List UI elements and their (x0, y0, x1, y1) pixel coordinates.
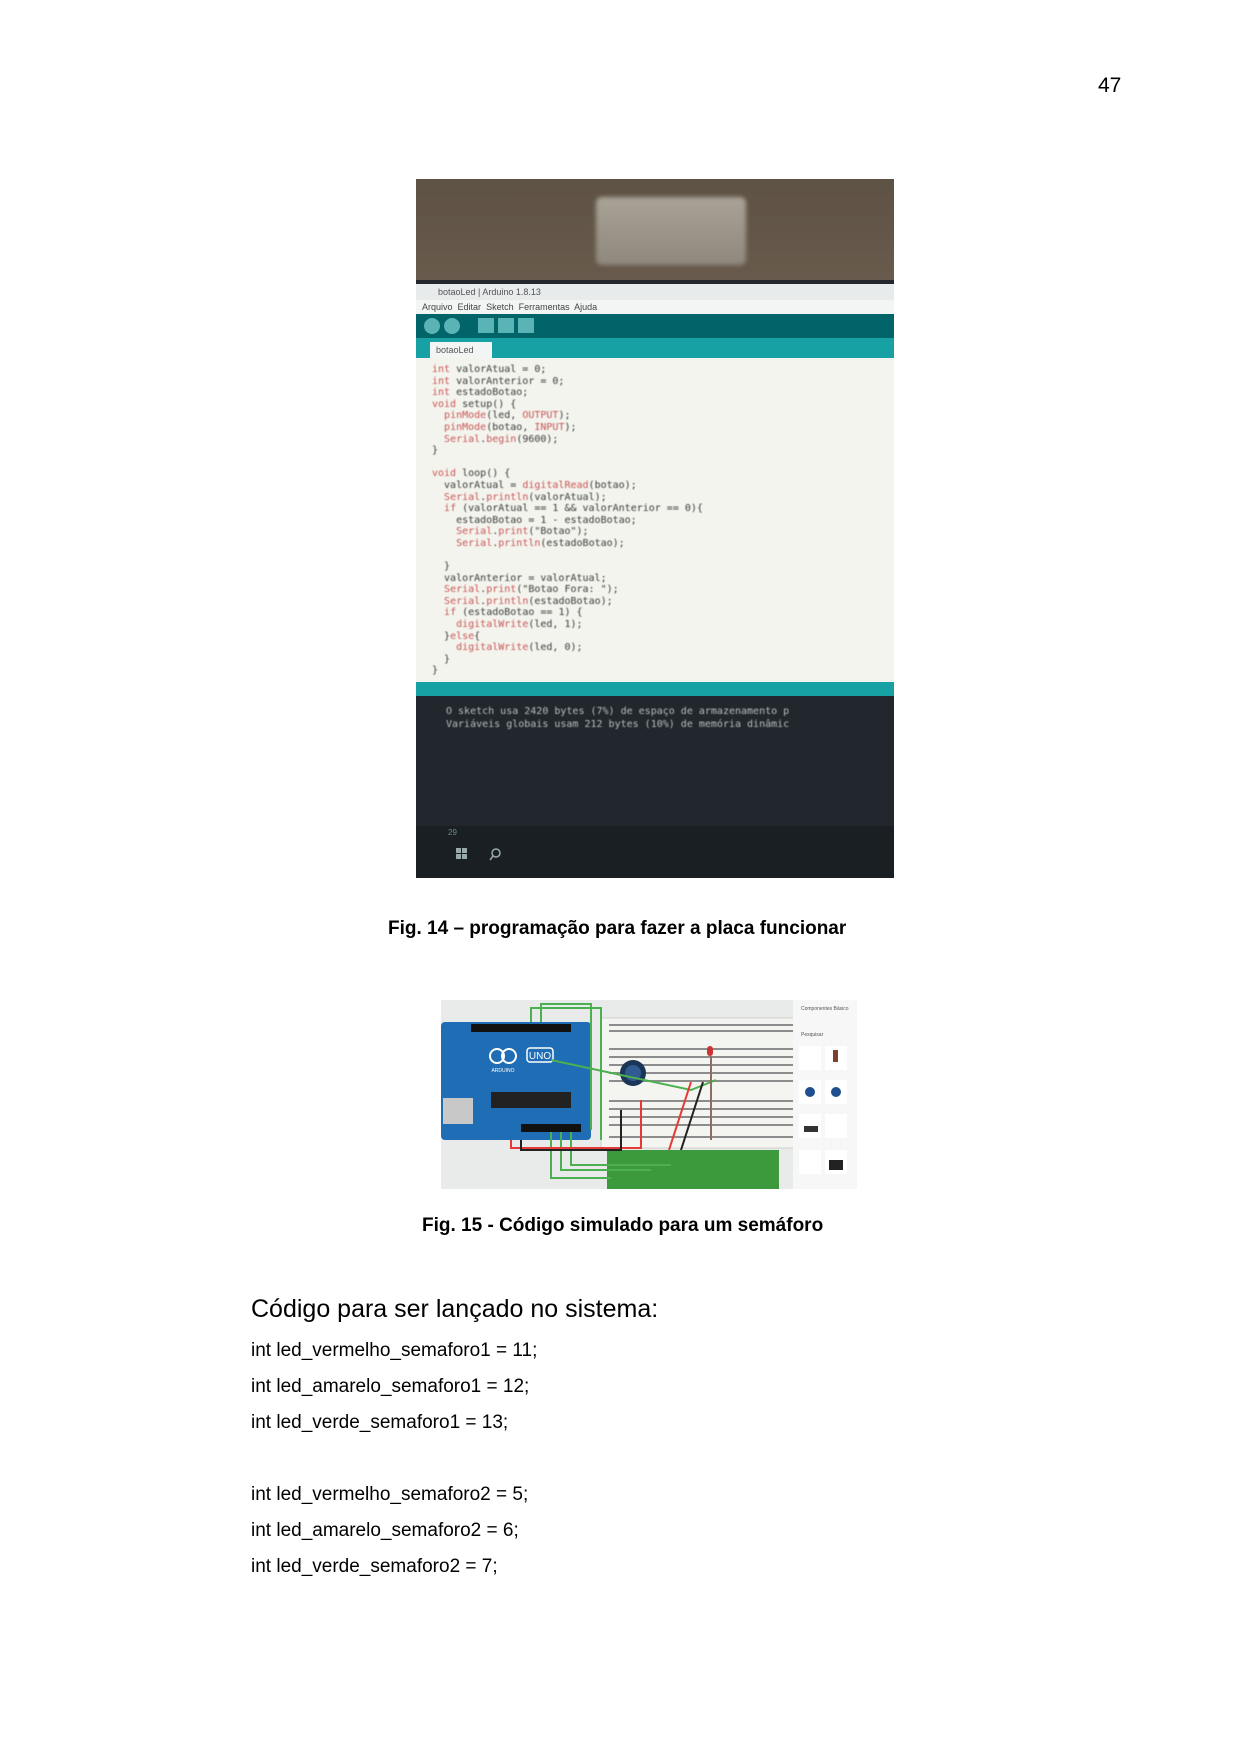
menu-ferramentas: Ferramentas (518, 302, 570, 312)
circuit-diagram (441, 1000, 857, 1189)
section-heading: Código para ser lançado no sistema: (251, 1295, 659, 1323)
code-line: int led_amarelo_semaforo1 = 12; (251, 1376, 530, 1397)
console-line: O sketch usa 2420 bytes (7%) de espaço de armazenamento p (446, 706, 790, 717)
led (707, 1046, 713, 1056)
console-line: Variáveis globais usam 212 bytes (10%) de memória dinâmic (446, 719, 790, 730)
save-sketch-icon (518, 318, 534, 333)
menu-sketch: Sketch (486, 302, 514, 312)
ide-divider-bar (416, 682, 894, 696)
ide-console (416, 696, 894, 826)
window-title: botaoLed | Arduino 1.8.13 (438, 287, 541, 297)
sketch-code: int valorAtual = 0; int valorAnterior = 0; int estadoBotao; void setup() { pinMode(led, OUTPUT); pinMode(botao, INPUT); Serial.begin(9600); } void loop() { valorAtual = digitalRead(botao); Serial.println(valorAtual); if (valorAtual == 1 && valorAnterior == 0){ estadoBotao = 1 - estadoBotao; Serial.print("Botao"); Serial.println(estadoBotao); } valorAnterior = valorAtual; Serial.print("Botao Fora: "); Serial.println(estadoBotao); if (estadoBotao == 1) { digitalWrite(led, 1); }else{ digitalWrite(led, 0); } } (432, 364, 703, 677)
code-line: int led_amarelo_semaforo2 = 6; (251, 1520, 519, 1541)
ide-menu-bar (416, 300, 894, 314)
brand-label: ARDUINO (491, 1068, 515, 1074)
code-line: int led_verde_semaforo2 = 7; (251, 1556, 498, 1577)
sketch-tab: botaoLed (430, 342, 492, 358)
board-label: UNO (528, 1051, 552, 1062)
code-line: int led_vermelho_semaforo2 = 5; (251, 1484, 529, 1505)
menu-editar: Editar (457, 302, 482, 312)
status-line-number: 29 (448, 828, 457, 837)
panel-search: Pesquisar (801, 1032, 824, 1038)
taskbar (416, 826, 894, 878)
panel-header: Componentes Básico (801, 1006, 849, 1012)
ide-title-bar (416, 284, 894, 300)
figure-15-simulation (441, 1000, 857, 1189)
code-line: int led_vermelho_semaforo1 = 11; (251, 1340, 538, 1361)
code-editor (416, 358, 894, 682)
verify-icon (424, 318, 440, 334)
page-number: 47 (1098, 74, 1122, 97)
figure-15-caption: Fig. 15 - Código simulado para um semáforo (422, 1215, 824, 1236)
monitor-screen (416, 280, 894, 878)
ide-toolbar (416, 314, 894, 338)
figure-14-caption: Fig. 14 – programação para fazer a placa funcionar (388, 918, 847, 939)
windows-icon (456, 844, 516, 864)
wall-device (596, 197, 746, 265)
new-sketch-icon (478, 318, 494, 333)
figure-14-photo (416, 179, 894, 878)
open-sketch-icon (498, 318, 514, 333)
upload-icon (444, 318, 460, 334)
ide-tab-bar (416, 338, 894, 358)
menu-ajuda: Ajuda (574, 302, 598, 312)
menu-arquivo: Arquivo (422, 302, 453, 312)
code-line: int led_verde_semaforo1 = 13; (251, 1412, 509, 1433)
